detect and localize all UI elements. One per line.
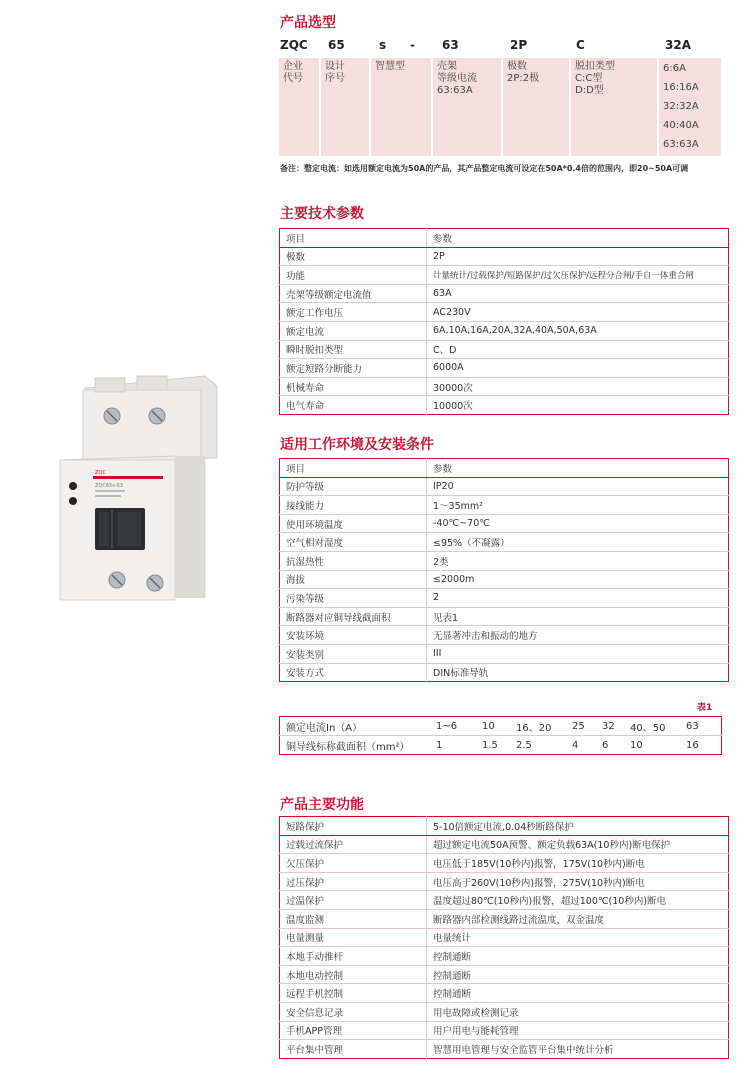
table-cell: 用户用电与能耗管理 [427, 1021, 729, 1040]
selection-box-line: 序号 [325, 73, 345, 84]
table-cell: 32 [602, 717, 630, 736]
code-part: 2P [510, 38, 528, 52]
table-cell: 铜导线标称截面积（mm²） [286, 741, 410, 753]
table-row [280, 459, 729, 478]
code-part: 63 [442, 38, 459, 52]
table-row [280, 663, 729, 682]
selection-box-trip [571, 58, 657, 156]
table-row [280, 984, 729, 1003]
table-cell: 控制通断 [427, 947, 729, 966]
table-row [280, 835, 729, 854]
table-cell: 断路器内部检测线路过流温度，双金温度 [427, 909, 729, 928]
table-row [280, 514, 729, 533]
table-cell: 5-10倍额定电流,0.04秒断路保护 [427, 817, 729, 836]
table-cell: 机械寿命 [280, 377, 427, 396]
brand-text: ZQC [95, 470, 106, 476]
selection-box-current [659, 58, 721, 156]
table-row [280, 736, 722, 755]
table-cell: 手机APP管理 [280, 1021, 427, 1040]
env-table [279, 458, 729, 682]
table-row [280, 496, 729, 515]
selection-box-company [279, 58, 319, 156]
table-cell: 欠压保护 [280, 854, 427, 873]
table-row [280, 607, 729, 626]
table-cell: 见表1 [427, 607, 729, 626]
selection-box-line: 63:63A [663, 139, 699, 150]
selection-box-line: 壳架 [437, 61, 457, 72]
selection-box-line: 32:32A [663, 101, 699, 112]
table-cell: 过压保护 [280, 872, 427, 891]
table-cell: 断路器对应铜导线截面积 [280, 607, 427, 626]
table-cell: 安全信息记录 [280, 1002, 427, 1021]
selection-box-line: 40:40A [663, 120, 699, 131]
table-cell: 极数 [280, 247, 427, 266]
table-cell: 抗湿热性 [280, 551, 427, 570]
table-row [280, 626, 729, 645]
table-row [280, 247, 729, 266]
model-text: ZQC65s-63 [95, 483, 123, 489]
table-cell: 6A,10A,16A,20A,32A,40A,50A,63A [427, 321, 729, 340]
table-cell: 控制通断 [427, 965, 729, 984]
table-cell: 防护等级 [280, 477, 427, 496]
functions-title: 产品主要功能 [280, 797, 364, 813]
table-cell: 本地手动推杆 [280, 947, 427, 966]
table-cell: 过载过流保护 [280, 835, 427, 854]
table-row [280, 284, 729, 303]
table-cell: 本地电动控制 [280, 965, 427, 984]
table-cell: 计量统计/过载保护/短路保护/过欠压保护/远程分合闸/手自一体重合闸 [427, 266, 729, 285]
table-row [280, 965, 729, 984]
selection-box-line: 等级电流 [437, 73, 477, 84]
table-cell: 超过额定电流50A预警、额定负载63A(10秒内)断电保护 [427, 835, 729, 854]
table-cell: 壳架等级额定电流值 [280, 284, 427, 303]
table-cell: 额定工作电压 [280, 303, 427, 322]
selection-box-design [321, 58, 369, 156]
selection-box-line: 6:6A [663, 63, 686, 74]
table-cell: 2P [427, 247, 729, 266]
table-cell: 用电故障或检测记录 [427, 1002, 729, 1021]
table-cell: 项目 [280, 459, 427, 478]
table-cell: 2类 [427, 551, 729, 570]
table-cell: 过温保护 [280, 891, 427, 910]
selection-box-frame [433, 58, 501, 156]
tech-title: 主要技术参数 [280, 206, 364, 222]
table-cell: 16、20 [516, 717, 572, 736]
code-part: C [576, 38, 585, 52]
table-row [280, 229, 729, 248]
selection-box-line: 企业 [283, 61, 303, 72]
table-cell: 污染等级 [280, 589, 427, 608]
table-cell: 无显著冲击和振动的地方 [427, 626, 729, 645]
table-cell: -40℃~70℃ [427, 514, 729, 533]
table-cell: 项目 [280, 229, 427, 248]
table-cell: AC230V [427, 303, 729, 322]
table-row [280, 589, 729, 608]
table-cell: 10000次 [433, 401, 473, 413]
table-row [280, 266, 729, 285]
table-cell: 电气寿命 [280, 396, 427, 415]
selection-title: 产品选型 [280, 15, 336, 31]
table-cell: 安装类别 [280, 644, 427, 663]
table-cell: 远程手机控制 [280, 984, 427, 1003]
table-cell: 参数 [427, 459, 729, 478]
table-row [280, 533, 729, 552]
table-row [280, 1002, 729, 1021]
table-cell: 接线能力 [280, 496, 427, 515]
table-cell: 1 [436, 739, 443, 751]
table-cell: 温度超过80℃(10秒内)报警，超过100℃(10秒内)断电 [427, 891, 729, 910]
table-row [280, 340, 729, 359]
selection-box-line: 63:63A [437, 85, 473, 96]
table-cell: 25 [572, 717, 602, 736]
table-cell: 16 [686, 739, 699, 751]
table-row [280, 717, 722, 736]
table-cell: 额定电流In（A） [280, 717, 437, 736]
table-cell: 功能 [280, 266, 427, 285]
table-row [280, 359, 729, 378]
code-part: 65 [328, 38, 345, 52]
selection-box-line: 智慧型 [375, 61, 405, 72]
table-row [280, 1021, 729, 1040]
table-cell: 平台集中管理 [280, 1040, 427, 1059]
table-cell: 空气相对湿度 [280, 533, 427, 552]
table-cell: 短路保护 [280, 817, 427, 836]
table-cell: IP20 [427, 477, 729, 496]
table-cell: 电压高于260V(10秒内)报警，275V(10秒内)断电 [427, 872, 729, 891]
table-cell: 安装环境 [280, 626, 427, 645]
code-part: ZQC [280, 38, 308, 52]
table-cell: 6 [602, 739, 609, 751]
table-row [280, 570, 729, 589]
functions-table [279, 816, 729, 1059]
table-row [280, 551, 729, 570]
table-row [280, 1040, 729, 1059]
selection-box-line: 16:16A [663, 82, 699, 93]
table-cell: ≤95%（不凝露） [427, 533, 729, 552]
table-cell: 电量测量 [280, 928, 427, 947]
table-row [280, 303, 729, 322]
table-cell: III [427, 644, 729, 663]
code-part: s [379, 38, 387, 52]
table-cell: ≤2000m [427, 570, 729, 589]
table-row [280, 947, 729, 966]
selection-box-line: C:C型 [575, 73, 603, 84]
table-cell: 使用环境温度 [280, 514, 427, 533]
table-cell: 电压低于185V(10秒内)报警，175V(10秒内)断电 [427, 854, 729, 873]
code-part: 32A [665, 38, 691, 52]
selection-box-line: 脱扣类型 [575, 61, 615, 72]
table-cell: 63 [686, 717, 722, 736]
selection-note: 备注：整定电流：如选用额定电流为50A的产品，其产品整定电流可设定在50A*0.4倍的范围内，即20~50A可调 [280, 164, 689, 173]
table-row [280, 817, 729, 836]
table-cell: 瞬时脱扣类型 [280, 340, 427, 359]
selection-box-line: 设计 [325, 61, 345, 72]
env-title: 适用工作环境及安装条件 [280, 437, 434, 453]
selection-box-line: D:D型 [575, 85, 604, 96]
table-row [280, 477, 729, 496]
table-cell: 海拔 [280, 570, 427, 589]
table-cell: 电量统计 [427, 928, 729, 947]
table-cell: 额定短路分断能力 [280, 359, 427, 378]
table-cell: 参数 [427, 229, 729, 248]
table-cell: 4 [572, 739, 579, 751]
table-cell: 温度监测 [280, 909, 427, 928]
code-part: - [410, 38, 415, 52]
table-cell: 2 [427, 589, 729, 608]
table-row [280, 891, 729, 910]
selection-box-line: 2P:2极 [507, 73, 540, 84]
wire-table [279, 716, 722, 755]
product-image [55, 368, 235, 618]
table-cell: 额定电流 [280, 321, 427, 340]
table-row [280, 644, 729, 663]
table-cell: 2.5 [516, 739, 532, 751]
table-cell: 40、50 [630, 717, 686, 736]
selection-box-line: 极数 [507, 61, 527, 72]
table-cell: C、D [427, 340, 729, 359]
table-cell: DIN标准导轨 [433, 668, 489, 680]
selection-box-smart [371, 58, 431, 156]
tech-table [279, 228, 729, 415]
table-row [280, 396, 729, 415]
selection-box-line: 代号 [283, 73, 303, 84]
table-row [280, 854, 729, 873]
table-cell: 1.5 [482, 739, 498, 751]
table-cell: 63A [427, 284, 729, 303]
table-cell: 6000A [427, 359, 729, 378]
table-cell: 10 [630, 739, 643, 751]
table-cell: 控制通断 [427, 984, 729, 1003]
table-row [280, 928, 729, 947]
table-cell: 10 [482, 717, 516, 736]
table-row [280, 377, 729, 396]
table-row [280, 909, 729, 928]
selection-box-poles [503, 58, 569, 156]
table-cell: 30000次 [427, 377, 729, 396]
table-row [280, 872, 729, 891]
table-row [280, 321, 729, 340]
table1-label: 表1 [697, 703, 713, 713]
table-cell: 安装方式 [280, 663, 427, 682]
table-cell: 智慧用电管理与安全监管平台集中统计分析 [433, 1044, 614, 1056]
table-cell: 1~6 [436, 717, 482, 736]
table-cell: 1～35mm² [427, 496, 729, 515]
